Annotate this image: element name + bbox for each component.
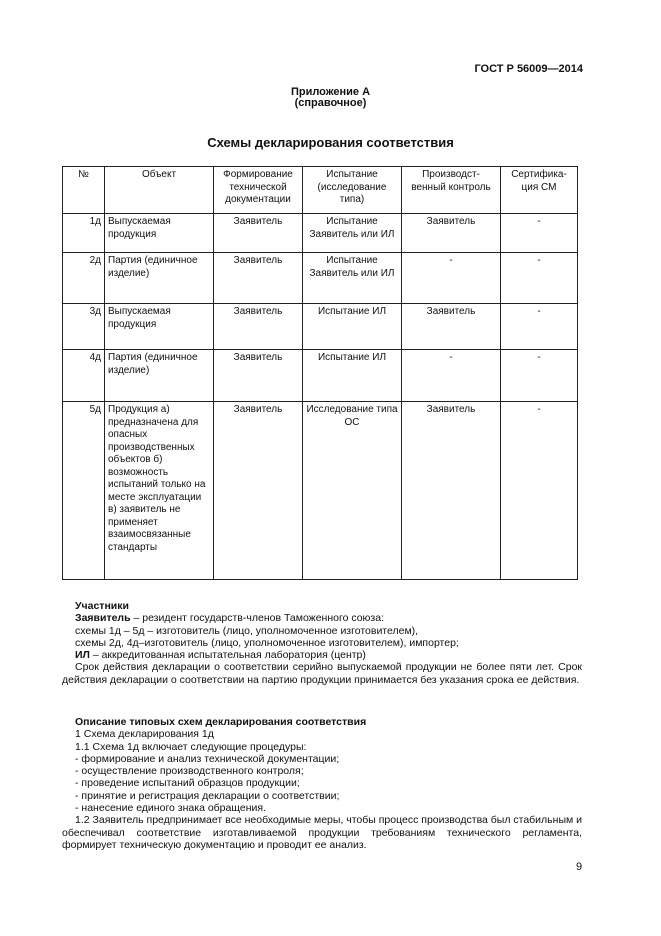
row-num: 5д xyxy=(63,402,105,580)
header-control: Производст-венный контроль xyxy=(402,167,501,214)
applicant-line xyxy=(62,612,582,624)
row-test: Исследование типа ОС xyxy=(303,402,402,580)
header-object: Объект xyxy=(105,167,214,214)
table-row xyxy=(63,214,578,253)
scheme-title: 1 Схема декларирования 1д xyxy=(75,728,214,741)
table-row xyxy=(63,402,578,580)
document-id: ГОСТ Р 56009—2014 xyxy=(474,63,583,75)
row-control: - xyxy=(402,350,501,402)
row-cert: - xyxy=(501,304,578,350)
lab-line xyxy=(62,649,582,661)
appendix-title: Приложение А xyxy=(290,86,371,98)
validity-paragraph: Срок действия декларации о соответствии серийно выпускаемой продукции не более пяти лет. Срок действия декларации о соответствии на партию продукции принимается без указания срока ее действия. xyxy=(62,661,582,686)
table-header-row xyxy=(63,167,578,214)
row-docs: Заявитель xyxy=(214,214,303,253)
row-docs: Заявитель xyxy=(214,402,303,580)
row-control: Заявитель xyxy=(402,214,501,253)
procedure-item: - принятие и регистрация декларации о соответствии; xyxy=(75,789,340,802)
lab-term: ИЛ xyxy=(75,649,90,662)
schemes-table xyxy=(62,166,578,580)
schemes-title: Схемы декларирования соответствия xyxy=(207,135,454,150)
row-cert: - xyxy=(501,253,578,304)
row-docs: Заявитель xyxy=(214,253,303,304)
row-object: Партия (единичное изделие) xyxy=(105,350,214,402)
appendix-subtitle: (справочное) xyxy=(294,97,367,109)
row-control: Заявитель xyxy=(402,304,501,350)
row-num: 3д xyxy=(63,304,105,350)
participants-line-2: схемы 2д, 4д–изготовитель (лицо, уполномоченное изготовителем), импортер; xyxy=(75,636,459,649)
procedure-item: - проведение испытаний образцов продукции; xyxy=(75,777,300,790)
row-object: Партия (единичное изделие) xyxy=(105,253,214,304)
lab-definition: – аккредитованная испытательная лаборатория (центр) xyxy=(89,649,366,662)
row-num: 4д xyxy=(63,350,105,402)
procedure-item: - нанесение единого знака обращения. xyxy=(75,802,266,815)
row-object: Продукция а) предназначена для опасных производственных объектов б) возможность испытаний только на месте эксплуатации в) заявитель не применяет взаимосвязанные стандарты xyxy=(105,402,214,580)
row-cert: - xyxy=(501,402,578,580)
header-num: № xyxy=(63,167,105,214)
row-control: - xyxy=(402,253,501,304)
row-cert: - xyxy=(501,214,578,253)
table-row xyxy=(63,304,578,350)
participants-line-1: схемы 1д – 5д – изготовитель (лицо, уполномоченное изготовителем), xyxy=(75,624,419,637)
row-test: Испытание ИЛ xyxy=(303,304,402,350)
applicant-definition: – резидент государств-членов Таможенного союза: xyxy=(130,612,384,625)
applicant-term: Заявитель xyxy=(75,612,131,625)
description-section xyxy=(62,716,582,851)
header-cert: Сертифика-ция СМ xyxy=(501,167,578,214)
participants-section xyxy=(62,600,582,686)
scheme-intro: 1.1 Схема 1д включает следующие процедуры: xyxy=(75,740,307,753)
row-docs: Заявитель xyxy=(214,350,303,402)
participants-heading: Участники xyxy=(75,600,129,612)
row-num: 1д xyxy=(63,214,105,253)
row-object: Выпускаемая продукция xyxy=(105,304,214,350)
table-row xyxy=(63,253,578,304)
header-docs: Формирование технической документации xyxy=(214,167,303,214)
row-test: Испытание ИЛ xyxy=(303,350,402,402)
procedure-item: - формирование и анализ технической документации; xyxy=(75,752,340,765)
row-cert: - xyxy=(501,350,578,402)
row-test: Испытание Заявитель или ИЛ xyxy=(303,253,402,304)
row-control: Заявитель xyxy=(402,402,501,580)
page-number: 9 xyxy=(576,861,583,873)
row-test: Испытание Заявитель или ИЛ xyxy=(303,214,402,253)
row-num: 2д xyxy=(63,253,105,304)
row-docs: Заявитель xyxy=(214,304,303,350)
row-object: Выпускаемая продукция xyxy=(105,214,214,253)
paragraph-1-2: 1.2 Заявитель предпринимает все необходимые меры, чтобы процесс производства был стабильным и обеспечивал соответствие изготавливаемой продукции требованиям технического регламента, формирует техническую документацию и проводит ее анализ. xyxy=(62,814,582,851)
procedure-item: - осуществление производственного контроля; xyxy=(75,765,304,778)
header-test: Испытание (исследование типа) xyxy=(303,167,402,214)
description-heading: Описание типовых схем декларирования соответствия xyxy=(75,716,367,728)
table-row xyxy=(63,350,578,402)
